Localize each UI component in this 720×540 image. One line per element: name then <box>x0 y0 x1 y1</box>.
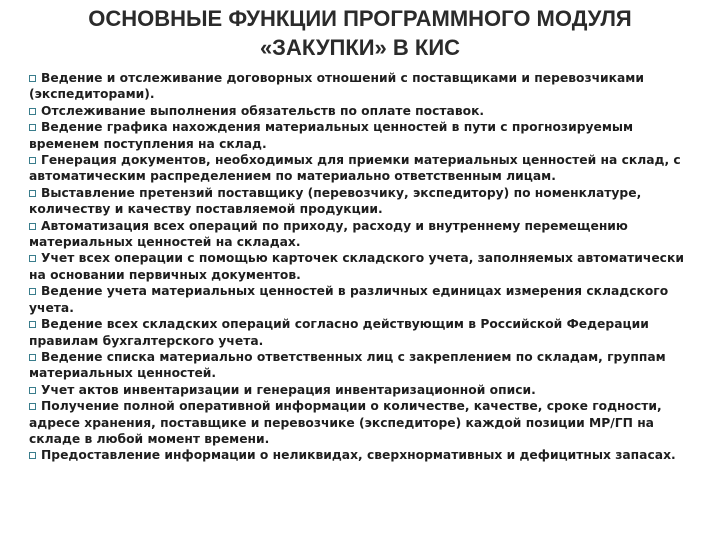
slide-title-line-2: «ЗАКУПКИ» В КИС <box>259 35 461 60</box>
list-item-text: Выставление претензий поставщику (перевозчику, экспедитору) по номенклатуре, количеству и качеству поставляемой продукции. <box>29 185 642 217</box>
list-item-text: Получение полной оперативной информации о количестве, качестве, сроке годности, адресе хранения, поставщике и перевозчике (экспедиторе) каждой позиции МР/ГП на складе в любой момент времени. <box>29 399 662 446</box>
list-item <box>29 283 701 316</box>
square-bullet-icon <box>29 75 36 82</box>
list-item-text: Ведение списка материально ответственных лиц с закреплением по складам, группам материальных ценностей. <box>29 349 666 381</box>
square-bullet-icon <box>29 452 36 459</box>
list-item-text: Ведение всех складских операций согласно действующим в Российской Федерации правилам бухгалтерского учета. <box>29 317 649 348</box>
list-item <box>29 185 701 218</box>
square-bullet-icon <box>29 354 36 361</box>
square-bullet-icon <box>29 190 36 197</box>
list-item <box>29 250 701 283</box>
square-bullet-icon <box>29 124 36 131</box>
list-item <box>29 70 701 103</box>
list-item <box>29 398 701 447</box>
square-bullet-icon <box>29 108 36 115</box>
list-item <box>29 119 701 152</box>
list-item-text: Учет всех операции с помощью карточек складского учета, заполняемых автоматически на основании первичных документов. <box>29 251 684 282</box>
square-bullet-icon <box>29 321 36 328</box>
list-item-text: Ведение учета материальных ценностей в различных единицах измерения складского учета. <box>29 284 669 315</box>
list-item <box>29 382 701 398</box>
slide-title <box>20 4 700 62</box>
list-item-text: Генерация документов, необходимых для приемки материальных ценностей на склад, с автоматическим распределением по материально ответственным лицам. <box>29 153 681 184</box>
list-item <box>29 103 701 119</box>
list-item-text: Ведение и отслеживание договорных отношений с поставщиками и перевозчиками (экспедиторами). <box>29 71 644 102</box>
square-bullet-icon <box>29 255 36 262</box>
list-item <box>29 447 701 463</box>
list-item <box>29 349 701 382</box>
list-item-text: Ведение графика нахождения материальных ценностей в пути с прогнозируемым временем поступления на склад. <box>29 120 634 151</box>
function-list <box>29 70 701 464</box>
list-item-text: Учет актов инвентаризации и генерация инвентаризационной описи. <box>41 382 536 397</box>
list-item-text: Отслеживание выполнения обязательств по оплате поставок. <box>41 103 485 118</box>
list-item <box>29 218 701 251</box>
list-item-text: Автоматизация всех операций по приходу, расходу и внутреннему перемещению материальных ценностей на складах. <box>29 218 628 250</box>
square-bullet-icon <box>29 223 36 230</box>
list-item-text: Предоставление информации о неликвидах, сверхнормативных и дефицитных запасах. <box>41 448 676 463</box>
square-bullet-icon <box>29 288 36 295</box>
list-item <box>29 316 701 349</box>
square-bullet-icon <box>29 403 36 410</box>
square-bullet-icon <box>29 157 36 164</box>
list-item <box>29 152 701 185</box>
slide-title-line-1: ОСНОВНЫЕ ФУНКЦИИ ПРОГРАММНОГО МОДУЛЯ <box>88 6 632 31</box>
square-bullet-icon <box>29 387 36 394</box>
